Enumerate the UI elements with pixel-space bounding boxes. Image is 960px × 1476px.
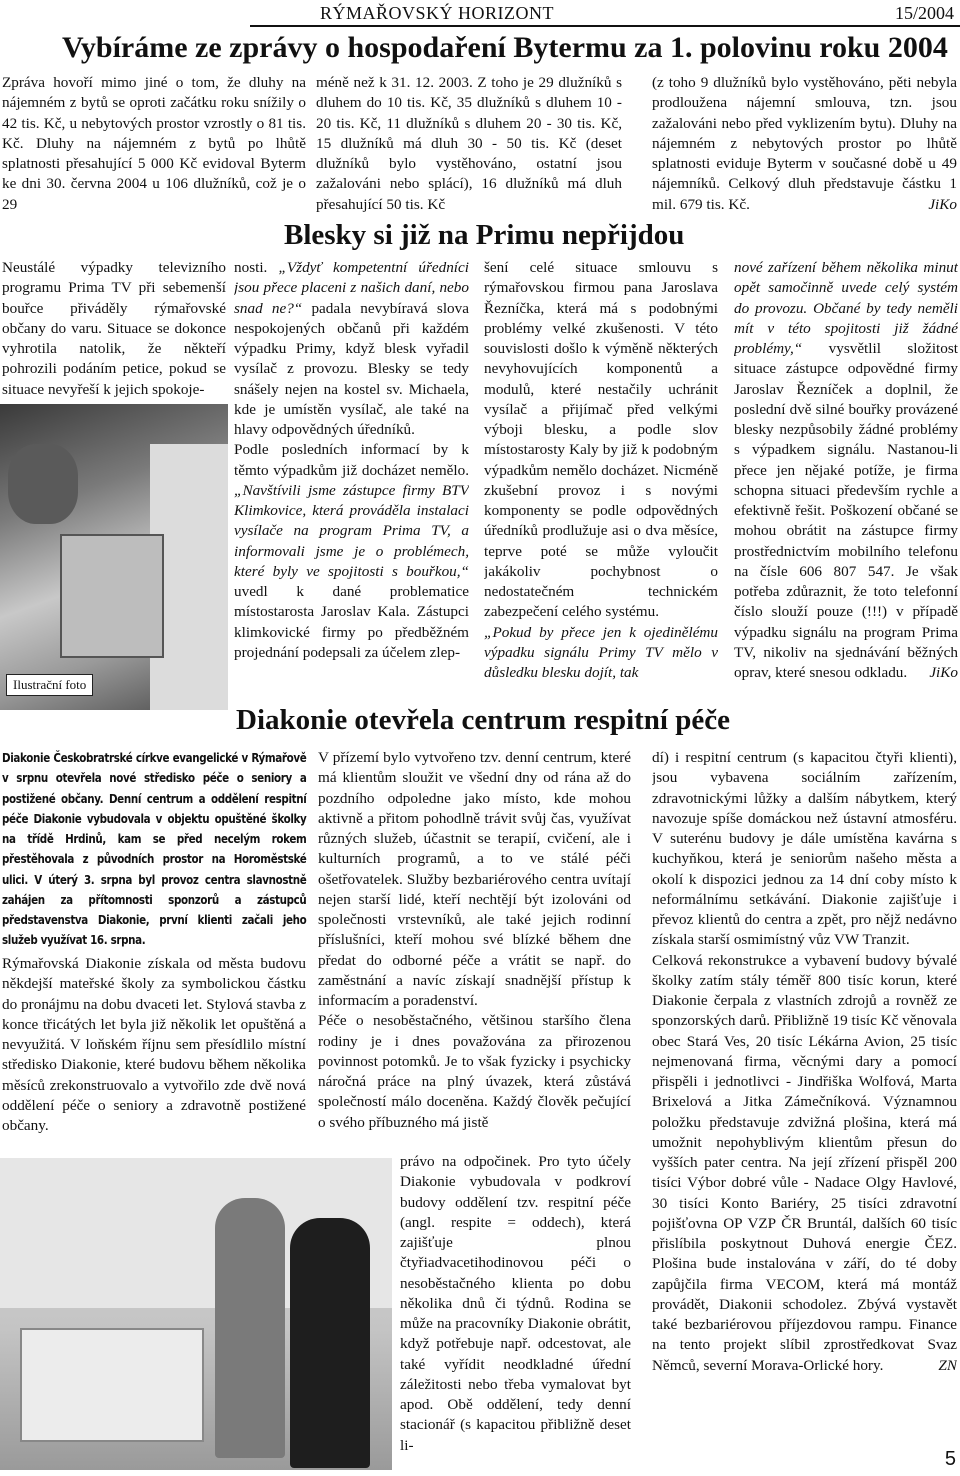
article1-text-2: méně než k 31. 12. 2003. Z toho je 29 dlužníků s dluhem do 10 tis. Kč, 35 dlužníků s dluhem 10 - 20 tis. Kč, 11 dlužníků s dluhem 20 - 30 tis. Kč, 15 dlužníků má dluh 30 - 50 tis. Kč (deset dlužníků bylo vystěhováno, ostatní jsou zažalováni nebo splácí), 16 dlužníků má dluh přesahující 50 tis. Kč: [316, 74, 622, 213]
article3-text-1: Rýmařovská Diakonie získala od města budovu někdejší mateřské školy za symbolickou částku do pronájmu na dobu dvaceti let. Stylová stavba z konce třicátých let byla již několik let opuštěná a nevyužitá. V loňském říjnu sem přesídlilo místní středisko Diakonie, které budovu během několika měsíců zrekonstruovalo a vytvořilo zde dvě nová oddělení péče o seniory a zdravotně postižené občany.: [2, 955, 306, 1134]
article1-column-2: [316, 73, 622, 215]
article3-text-4: právo na odpočinek. Pro tyto účely Diakonie vybudovala v podkroví budovy oddělení tzv. respitní péče (angl. respite = oddech), která zajišťuje plnou čtyřiadvacetihodinovou péči o nesoběstačného klienta po dobu několika dnů či týdnů. Rodina se může na pracovníky Diakonie obrátit, když potřebuje např. odcestovat, ale také vyřídit neodkladné úřední záležitosti nebo třeba vymalovat byt apod. Obě oddělení, tedy denní stacionář (s kapacitou přibližně deset li-: [400, 1153, 631, 1454]
article1-signature: JiKo: [928, 195, 957, 213]
article2-column-3: [484, 258, 718, 704]
technician-photo: [0, 404, 228, 710]
article1-column-3: [652, 73, 957, 215]
publication-title: RÝMAŘOVSKÝ HORIZONT: [320, 3, 555, 23]
article3-lead: Diakonie Českobratrské církve evangelické v Rýmařově v srpnu otevřela nové středisko péče o seniory a postižené občany. Denní centrum a oddělení respitní péče Diakonie vybudovala v objektu opuštěné školky na třídě Hrdinů, kam se před necelým rokem přestěhovala z původních prostor na Horoměstské ulici. V úterý 3. srpna byl provoz centra slavnostně zahájen za přítomnosti sponzorů a zástupců představenstva Diakonie, první klienti začali jeho služeb využívat 16. srpna.: [2, 751, 307, 948]
header-rule: [250, 25, 960, 27]
article2-column-2: [234, 258, 469, 704]
article3-headline: Diakonie otevřela centrum respitní péče: [236, 704, 730, 736]
page-number: 5: [944, 1448, 956, 1470]
issue-number: 15/2004: [894, 3, 954, 23]
article3-column-2a: [318, 748, 631, 1152]
article2-text-2: nosti. „Vždyť kompetentní úředníci jsou přece placeni z našich daní, nebo snad ne?“ padala nevybíravá slova nespokojených občanů při každém výpadku Primy, když blesk vyřadil vysílač z provozu. Blesky se tedy snášely nejen na kostel sv. Michaela, kde je umístěn vysílač, ale také na hlavy odpovědných úředníků.: [234, 259, 469, 438]
article3-signature: ZN: [938, 1356, 957, 1374]
article3-column-1: [2, 954, 306, 1156]
article1-text-1: Zpráva hovoří mimo jiné o tom, že dluhy na nájemném z bytů se oproti začátku roku snížily o 42 tis. Kč, u nebytových prostor vzrostly o 81 tis. Kč. Dluhy na nájemném z bytů po lhůtě splatnosti přesahující 5 000 Kč evidoval Byterm ke dni 30. června 2004 u 106 dlužníků, což je o 29: [2, 74, 306, 213]
article2-headline: Blesky si již na Primu nepřijdou: [284, 219, 685, 251]
article2-column-1: [2, 258, 226, 400]
article3-text-6: Celková rekonstrukce a vybavení budovy bývalé školky zatím stály téměř 800 tisíc korun, které Diakonie čerpala z vlastních zdrojů a rovněž ze sponzorských darů. Přibližně 19 tisíc Kč věnovala obec Stará Ves, 20 tisíc Lékárna Avion, 25 tisíc nejmenovaná firma, věcnými dary a pomocí přispěli i jednotlivci - Jindřiška Wolfová, Marta Brixelová a Jitka Zámečníková. Významnou položku představuje zdvižná plošina, která má umožnit nepohyblivým klientům přesun do vyšších pater centra. Na její zřízení přispěl 200 tisíci Výbor dobré vůle - Nadace Olgy Havlové, 30 tisíci Konto Bariéry, 25 tisíci zdravotní pojišťovna OP VZP ČR Bruntál, dalších 60 tisíc přislíbila poskytnout Duhová energie ČEZ. Plošina bude instalována v září, do té doby zapůjčila firma VECOM, která má montáž provádět, Diakonii schodolez. Zbývá vystavět také bezbariérovou příjezdovou rampu. Finance na tento projekt slíbil zprostředkovat Svaz Němců, severní Morava-Orlické hory. ZN: [652, 951, 957, 1376]
article2-text-5: nové zařízení během několika minut opět samočinně uvede celý systém do provozu. Občané by tedy neměli mít v této spojitosti již žádné problémy,“ vysvětlil složitost situace zástupce odpovědné firmy Jaroslav Řezníček a doplnil, že poslední dvě silné bouřky provázené blesky nezpůsobily žádné problémy s výpadkem signálu. Nastanou-li přece jen nějaké potíže, je firma schopna situaci především rychle a efektivně řešit. Poškození občané se mohou obrátit na zástupce firmy prostřednictvím mobilního telefonu na čísle 606 807 547. Je však potřeba zdůraznit, že toto telefonní číslo slouží pouze (!!!) v případě výpadku signálu na program Prima TV, nikoliv na sjednávání běžných oprav, které snesou odkladu. JiKo: [734, 258, 958, 683]
page-header: [0, 0, 960, 26]
article2-quote: „Pokud by přece jen k ojedinělému výpadku signálu Primy TV mělo v důsledku blesku dojít, tak: [484, 623, 718, 681]
article3-column-3: [652, 748, 957, 1448]
article1-headline: Vybíráme ze zprávy o hospodaření Bytermu za 1. polovinu roku 2004: [62, 31, 948, 64]
article3-column-2b: [400, 1152, 631, 1462]
article3-text-2: V přízemí bylo vytvořeno tzv. denní centrum, které má klientům sloužit ve všední dny od rána až do pozdního odpoledne jako místo, kde mohou aktivně a přitom pohodlně trávit svůj čas, využívat různých služeb, účastnit se terapií, cvičení, ale i kulturních programů, a to ve stálé péči ošetřovatelek. Služby bezbariérového centra uvítají nejen starší lidé, kteří nechtějí být izolováni od společnosti vrstevníků, ale také jejich rodinní příslušníci, kteří mohou své blízké během dne předat do odborné péče a vrátit se např. do zaměstnání a navíc získají snadnější přístup k informacím a poradenství.: [318, 749, 631, 1009]
article2-text-3: Podle posledních informací by k těmto výpadkům již docházet nemělo. „Navštívili jsme zástupce firmy BTV Klimkovice, která prováděla instalaci vysílače na program Prima TV, a informovali jsme je o problémech, které byly ve spojitosti s bouřkou,“ uvedl k dané problematice místostarosta Jaroslav Kala. Zástupci klimkovické firmy po předběžném projednání podepsali za účelem zlep-: [234, 441, 469, 661]
photo-caption: Ilustrační foto: [6, 674, 93, 696]
article2-text-1: Neustálé výpadky televizního programu Prima TV při sebemenší bouřce přiváděly rýmařovské občany do varu. Situace se dokonce vyhrotila natolik, že někteří pohrozili podáním petice, pokud se situace nevyřeší k jejich spokoje-: [2, 259, 226, 398]
article1-text-3: (z toho 9 dlužníků bylo vystěhováno, pěti nebyla prodloužena nájemní smlouva, tzn. jsou zažalováni nebo před vyklizením bytu). Dluhy na nájemném z nebytových prostor po lhůtě splatnosti eviduje Byterm v současné době u 49 nájemníků. Celkový dluh představuje částku 1 mil. 679 tis. Kč. JiKo: [652, 73, 957, 215]
centre-opening-photo: [0, 1158, 392, 1470]
article3-text-3: Péče o nesoběstačného, většinou staršího člena rodiny je i dnes považována za přirozenou povinnost potomků. Je to však fyzicky i psychicky náročná práce na plný úvazek, která zůstává společností málo doceněna. Každý člověk pečující o svého příbuzného má jistě: [318, 1012, 631, 1131]
article2-text-4: šení celé situace smlouvu s rýmařovskou firmou pana Jaroslava Řezníčka, která má s podobnými problémy velké zkušenosti. V této souvislosti došlo k výměně některých nevyhovujících komponentů a modulů, které nestačily uchránit vysílač a přijímač před velkými výboji blesku, a podle slov místostarosty Kaly by již k podobným výpadkům nemělo docházet. Nicméně zkušební provoz i s novými komponenty se podle odpovědných úředníků prodlužuje asi o dva měsíce, teprve poté se může vyloučit jakákoliv pochybnost o nedostatečném technickém zabezpečení celého systému.: [484, 259, 718, 621]
article3-text-5: dí) i respitní centrum (s kapacitou čtyři klienti), jsou vybavena sociálním zařízením, zdravotnickými lůžky a dalším nábytkem, který navozuje spíše domáckou než ústavní atmosféru. V suterénu budovy je dále umístěna kavárna s kuchyňkou, která je seniorům našeho města a okolí k dispozici jednou za 14 dní coby místo k neformálnímu setkávání. Diakonie zajišťuje i převoz klientů do centra a zpět, pro nějž nedávno získala starší osmimístný vůz VW Tranzit.: [652, 749, 957, 949]
article2-column-4: [734, 258, 958, 704]
article2-signature: JiKo: [929, 664, 958, 681]
article1-column-1: [2, 73, 306, 215]
